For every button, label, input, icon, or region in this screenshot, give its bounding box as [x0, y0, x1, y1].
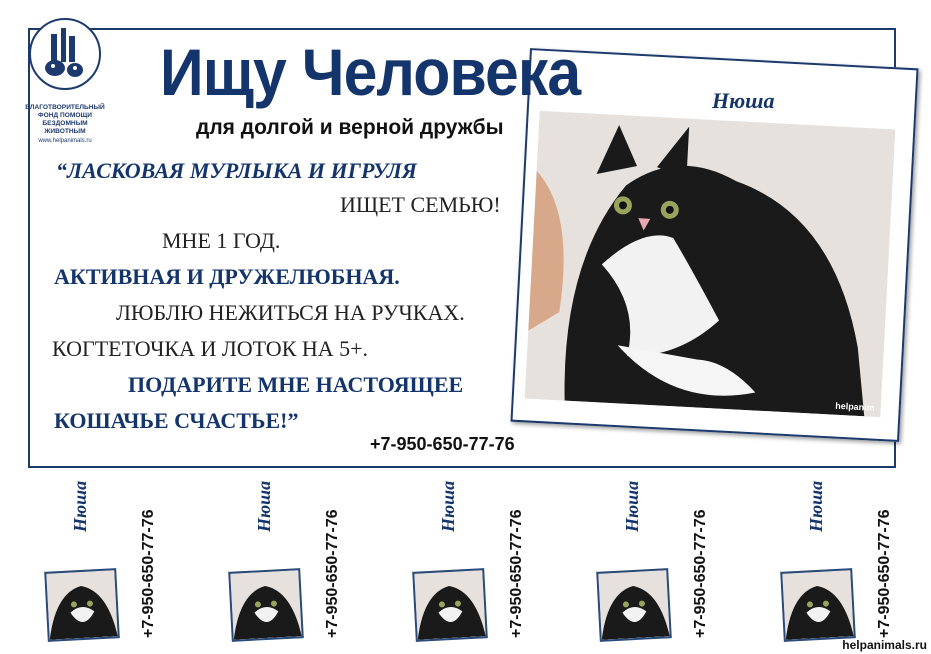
quote-line-2: ИЩЕТ СЕМЬЮ!: [340, 192, 501, 217]
tear-off-tab[interactable]: [408, 480, 588, 650]
tab-phone: +7-950-650-77-76: [324, 509, 341, 638]
quote-line-5: ЛЮБЛЮ НЕЖИТЬСЯ НА РУЧКАХ.: [116, 300, 465, 325]
tab-cat-name: Нюша: [254, 480, 274, 532]
quote-line-4: АКТИВНАЯ И ДРУЖЕЛЮБНАЯ.: [54, 264, 400, 289]
quote-line-6: КОГТЕТОЧКА И ЛОТОК НА 5+.: [52, 336, 369, 361]
tab-phone: +7-950-650-77-76: [140, 509, 157, 638]
tab-phone: +7-950-650-77-76: [876, 509, 893, 638]
quote-line-3: МНЕ 1 ГОД.: [162, 228, 281, 253]
photo-credit: helpanim: [834, 400, 875, 413]
tab-cat-name: Нюша: [622, 480, 642, 532]
tab-cat-photo: [412, 568, 488, 642]
tab-cat-photo: [228, 568, 304, 642]
quote-line-1: “ЛАСКОВАЯ МУРЛЫКА И ИГРУЛЯ: [56, 158, 417, 183]
quote-line-7: ПОДАРИТЕ МНЕ НАСТОЯЩЕЕ: [128, 372, 464, 397]
tab-cat-name: Нюша: [70, 480, 90, 532]
tear-off-tab[interactable]: [592, 480, 772, 650]
cat-photo: [525, 111, 896, 417]
tab-cat-name: Нюша: [806, 480, 826, 532]
tab-phone: +7-950-650-77-76: [692, 509, 709, 638]
tear-off-tab[interactable]: [40, 480, 220, 650]
logo-url: www.helpanimals.ru: [38, 138, 92, 144]
headline: Ищу Человека: [160, 35, 581, 109]
tab-cat-photo: [596, 568, 672, 642]
tab-cat-photo: [44, 568, 120, 642]
logo-org-name: БЛАГОТВОРИТЕЛЬНЫЙ ФОНД ПОМОЩИ БЕЗДОМНЫМ ЖИВОТНЫМ: [25, 104, 105, 135]
logo-emblem: [29, 18, 101, 90]
foundation-logo: [22, 18, 108, 148]
tab-cat-name: Нюша: [438, 480, 458, 532]
tab-phone: +7-950-650-77-76: [508, 509, 525, 638]
footer-url: helpanimals.ru: [842, 638, 927, 652]
quote-line-8: КОШАЧЬЕ СЧАСТЬЕ!”: [54, 408, 299, 433]
tear-off-tab[interactable]: [224, 480, 404, 650]
contact-phone: +7-950-650-77-76: [370, 434, 515, 454]
subheadline: для долгой и верной дружбы: [196, 116, 504, 139]
tab-cat-photo: [780, 568, 856, 642]
cat-name: Нюша: [712, 88, 775, 113]
tear-off-tab[interactable]: [776, 480, 931, 650]
